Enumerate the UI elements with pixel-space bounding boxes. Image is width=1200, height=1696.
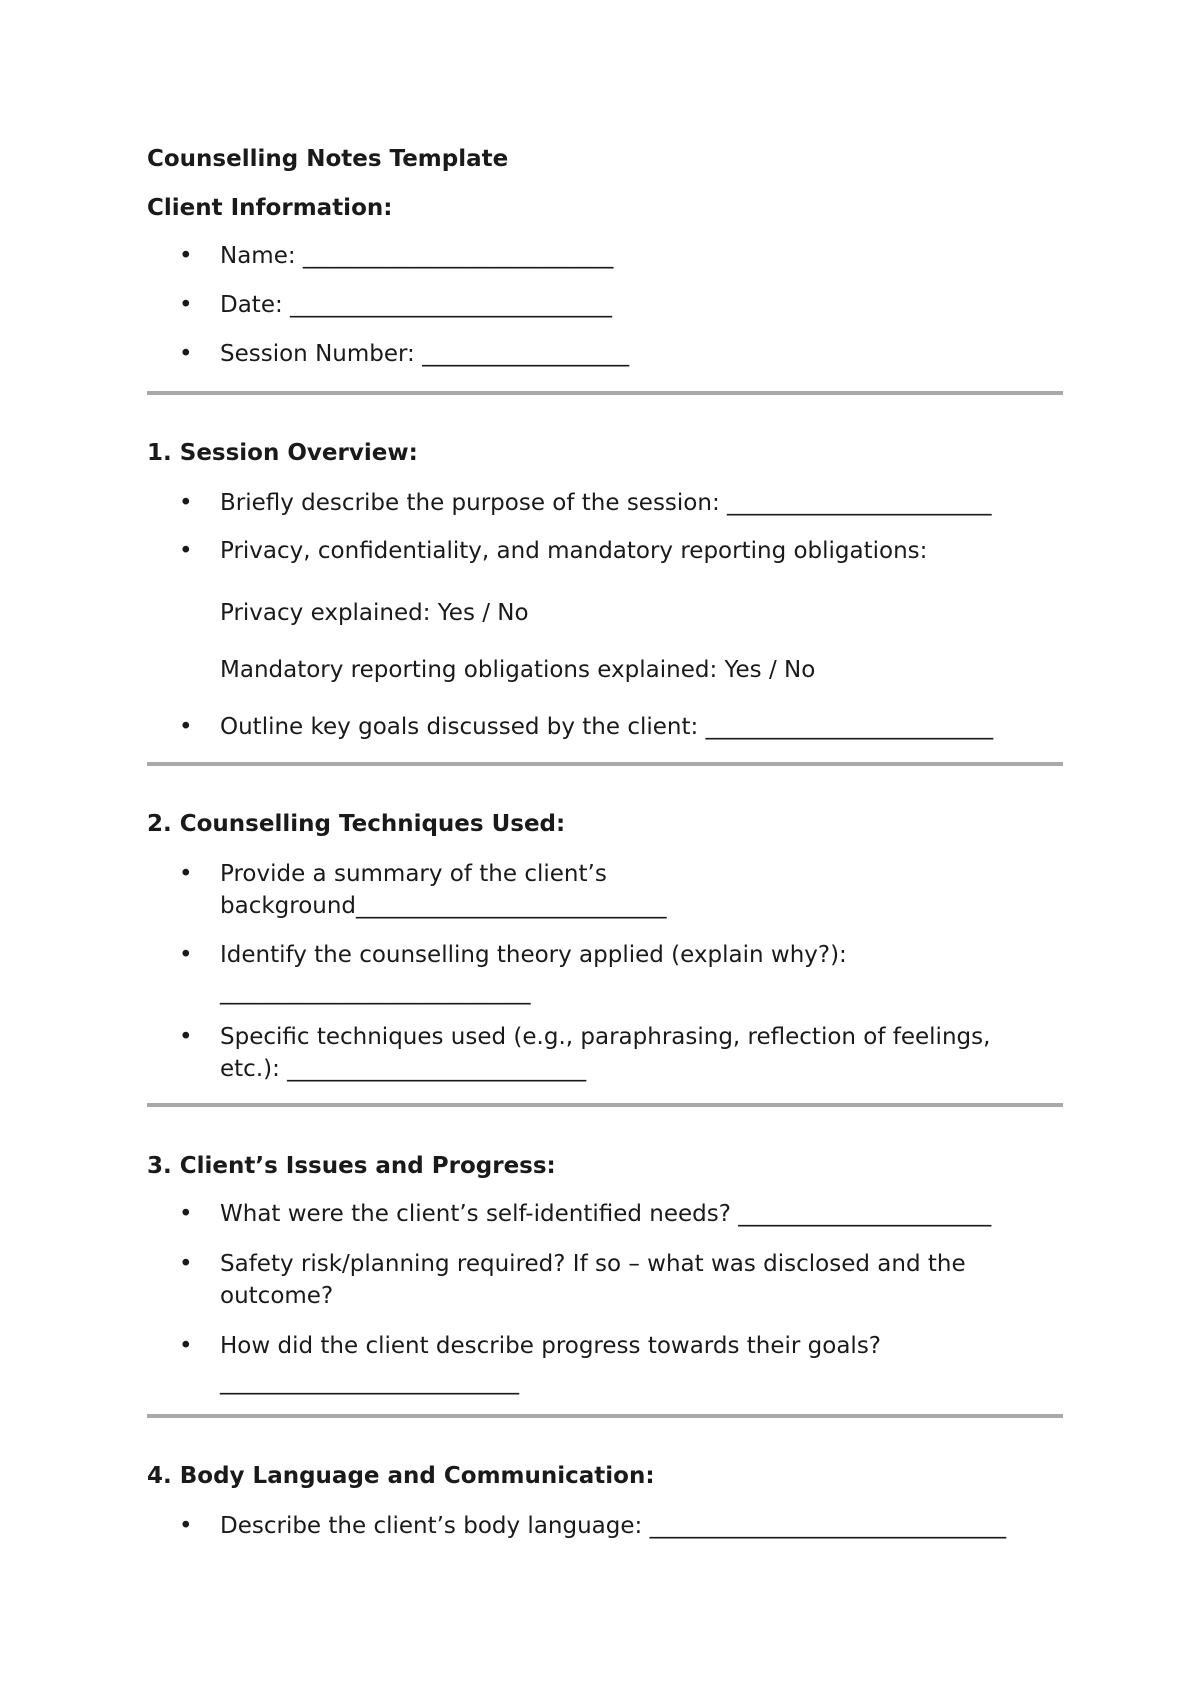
bullet: • [179, 861, 193, 887]
client-info-heading: Client Information: [147, 195, 393, 221]
bullet: • [179, 490, 193, 516]
needs-prompt: What were the client’s self-identified needs? ______________________ [220, 1201, 992, 1227]
client-summary-prompt: Provide a summary of the client’s [220, 861, 607, 887]
section-2-heading: 2. Counselling Techniques Used: [147, 811, 566, 837]
document-page [147, 0, 1063, 1696]
bullet: • [179, 243, 193, 269]
section-divider [147, 391, 1063, 395]
progress-prompt: How did the client describe progress towards their goals? [220, 1333, 882, 1359]
date-field-label: Date: ____________________________ [220, 292, 613, 318]
section-divider [147, 1103, 1063, 1107]
client-summary-blank: background___________________________ [220, 893, 667, 919]
mandatory-reporting-line: Mandatory reporting obligations explained: Yes / No [220, 657, 816, 683]
section-3-heading: 3. Client’s Issues and Progress: [147, 1153, 556, 1179]
bullet: • [179, 1024, 193, 1050]
bullet: • [179, 341, 193, 367]
progress-blank: __________________________ [220, 1369, 519, 1395]
name-field-label: Name: ___________________________ [220, 243, 614, 269]
bullet: • [179, 292, 193, 318]
privacy-explained-line: Privacy explained: Yes / No [220, 600, 529, 626]
bullet: • [179, 714, 193, 740]
theory-prompt: Identify the counselling theory applied (explain why?): [220, 942, 847, 968]
privacy-obligations-prompt: Privacy, confidentiality, and mandatory reporting obligations: [220, 538, 928, 564]
theory-blank: ___________________________ [220, 979, 531, 1005]
safety-risk-prompt-cont: outcome? [220, 1283, 334, 1309]
section-divider [147, 1414, 1063, 1418]
bullet: • [179, 1513, 193, 1539]
document-title: Counselling Notes Template [147, 146, 509, 172]
section-4-heading: 4. Body Language and Communication: [147, 1463, 655, 1489]
techniques-blank: etc.): __________________________ [220, 1056, 587, 1082]
section-1-heading: 1. Session Overview: [147, 440, 418, 466]
session-number-field-label: Session Number: __________________ [220, 341, 630, 367]
bullet: • [179, 1333, 193, 1359]
key-goals-prompt: Outline key goals discussed by the client: _________________________ [220, 714, 994, 740]
bullet: • [179, 1201, 193, 1227]
safety-risk-prompt: Safety risk/planning required? If so – what was disclosed and the [220, 1251, 966, 1277]
bullet: • [179, 538, 193, 564]
techniques-prompt: Specific techniques used (e.g., paraphrasing, reflection of feelings, [220, 1024, 991, 1050]
bullet: • [179, 1251, 193, 1277]
purpose-prompt: Briefly describe the purpose of the session: _______________________ [220, 490, 992, 516]
bullet: • [179, 942, 193, 968]
section-divider [147, 762, 1063, 766]
body-language-prompt: Describe the client’s body language: _______________________________ [220, 1513, 1007, 1539]
